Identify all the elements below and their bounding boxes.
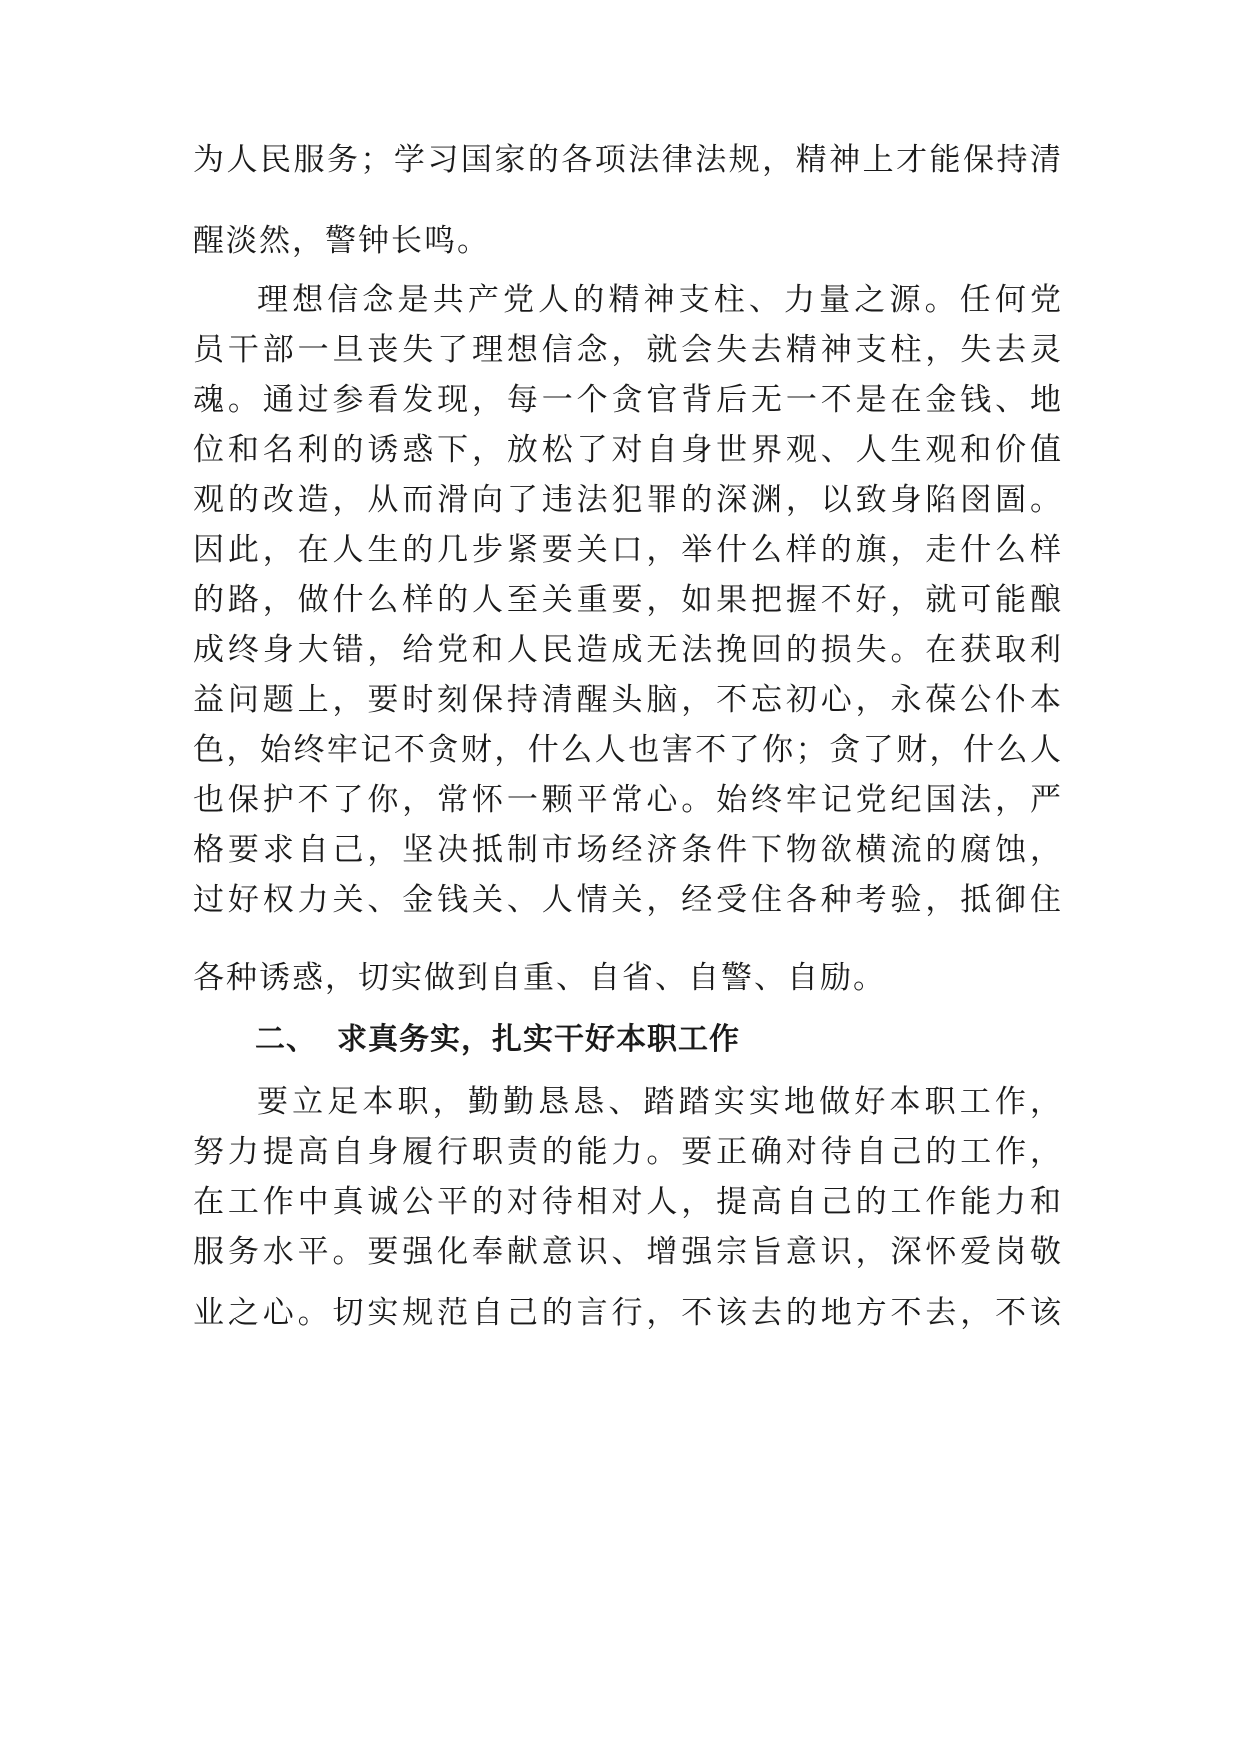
paragraph-line: 在工作中真诚公平的对待相对人，提高自己的工作能力和 [193, 1184, 1063, 1220]
paragraph-line: 成终身大错，给党和人民造成无法挽回的损失。在获取利 [193, 632, 1063, 668]
paragraph-line: 的路，做什么样的人至关重要，如果把握不好，就可能酿 [193, 582, 1063, 618]
paragraph-line: 理想信念是共产党人的精神支柱、力量之源。任何党 [257, 282, 1063, 318]
paragraph-line: 过好权力关、金钱关、人情关，经受住各种考验，抵御住 [193, 882, 1063, 918]
paragraph-line: 因此，在人生的几步紧要关口，举什么样的旗，走什么样 [193, 532, 1063, 568]
section-title: 求真务实，扎实干好本职工作 [337, 1022, 740, 1057]
paragraph-line: 员干部一旦丧失了理想信念，就会失去精神支柱，失去灵 [193, 332, 1063, 368]
paragraph-line: 观的改造，从而滑向了违法犯罪的深渊，以致身陷囹圄。 [193, 482, 1063, 518]
paragraph-line: 益问题上，要时刻保持清醒头脑，不忘初心，永葆公仆本 [193, 682, 1063, 718]
paragraph-line: 业之心。切实规范自己的言行，不该去的地方不去，不该 [193, 1295, 1063, 1331]
section-heading [255, 1020, 740, 1060]
paragraph-line: 位和名利的诱惑下，放松了对自身世界观、人生观和价值 [193, 432, 1063, 468]
paragraph-line: 努力提高自身履行职责的能力。要正确对待自己的工作， [193, 1134, 1063, 1170]
paragraph-line: 要立足本职，勤勤恳恳、踏踏实实地做好本职工作， [257, 1084, 1063, 1120]
paragraph-line: 也保护不了你，常怀一颗平常心。始终牢记党纪国法，严 [193, 782, 1063, 818]
paragraph-line: 色，始终牢记不贪财，什么人也害不了你；贪了财，什么人 [193, 732, 1063, 768]
section-number: 二、 [255, 1022, 317, 1057]
paragraph-line: 魂。通过参看发现，每一个贪官背后无一不是在金钱、地 [193, 382, 1063, 418]
paragraph-line: 格要求自己，坚决抵制市场经济条件下物欲横流的腐蚀， [193, 832, 1063, 868]
paragraph-line: 醒淡然，警钟长鸣。 [193, 223, 490, 259]
paragraph-line: 服务水平。要强化奉献意识、增强宗旨意识，深怀爱岗敬 [193, 1234, 1063, 1270]
paragraph-line: 为人民服务；学习国家的各项法律法规，精神上才能保持清 [193, 142, 1063, 178]
paragraph-line: 各种诱惑，切实做到自重、自省、自警、自励。 [193, 960, 886, 996]
